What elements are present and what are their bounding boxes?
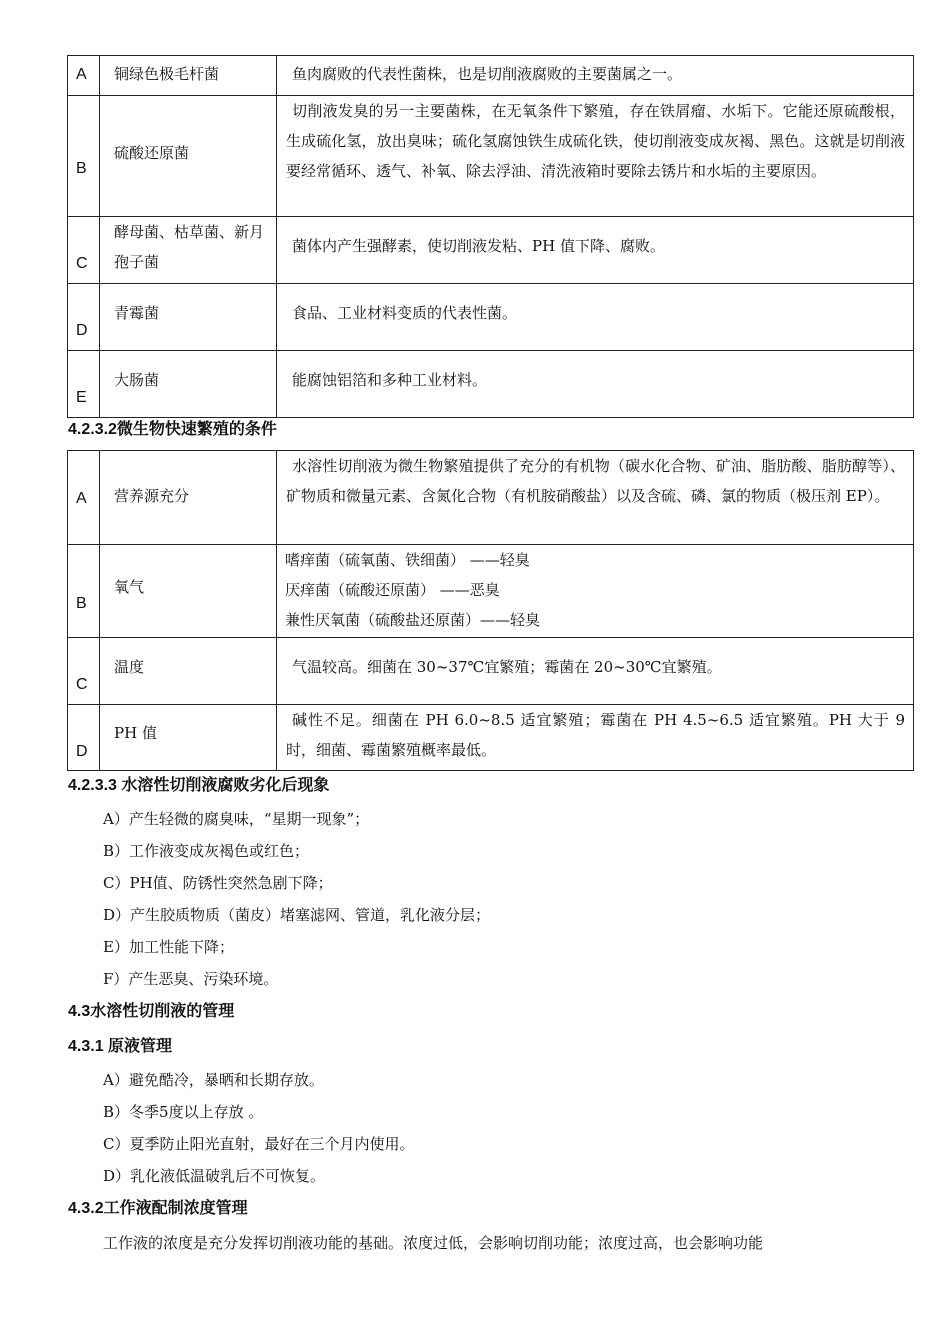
row-letter: A <box>68 451 100 545</box>
oxygen-line: 厌痒菌（硫酸还原菌） ——恶臭 <box>285 581 500 599</box>
row-letter: A <box>68 56 100 96</box>
condition-desc: 气温较高。细菌在 30~37℃宜繁殖；霉菌在 20~30℃宜繁殖。 <box>277 638 914 705</box>
bacteria-desc: 食品、工业材料变质的代表性菌。 <box>277 284 914 351</box>
bacteria-name: 青霉菌 <box>100 284 277 351</box>
table-row <box>68 451 914 545</box>
condition-name: 温度 <box>100 638 277 705</box>
row-letter: C <box>68 217 100 284</box>
table-row <box>68 284 914 351</box>
condition-name: 氧气 <box>100 545 277 638</box>
list-item: D）产生胶质物质（菌皮）堵塞滤网、管道，乳化液分层； <box>103 906 491 924</box>
condition-desc: 水溶性切削液为微生物繁殖提供了充分的有机物（碳水化合物、矿油、脂肪酸、脂肪醇等）、矿物质和微量元素、含氮化合物（有机胺硝酸盐）以及含硫、磷、氯的物质（极压剂 EP）。 <box>277 451 914 545</box>
bacteria-desc: 切削液发臭的另一主要菌株，在无氧条件下繁殖，存在铁屑瘤、水垢下。它能还原硫酸根，生成硫化氢，放出臭味；硫化氢腐蚀铁生成硫化铁，使切削液变成灰褐、黑色。这就是切削液要经常循环、透气、补氧、除去浮油、清洗液箱时要除去锈片和水垢的主要原因。 <box>277 96 914 217</box>
table-row <box>68 217 914 284</box>
bacteria-table <box>67 55 914 418</box>
oxygen-line: 兼性厌氧菌（硫酸盐还原菌）——轻臭 <box>285 611 541 629</box>
list-item: B）冬季5度以上存放 。 <box>103 1103 264 1121</box>
list-item: C）夏季防止阳光直射，最好在三个月内使用。 <box>103 1135 415 1153</box>
condition-desc: 碱性不足。细菌在 PH 6.0~8.5 适宜繁殖；霉菌在 PH 4.5~6.5 适宜繁殖。PH 大于 9 时，细菌、霉菌繁殖概率最低。 <box>277 705 914 771</box>
section-heading: 4.2.3.3 水溶性切削液腐败劣化后现象 <box>68 777 330 794</box>
row-letter: E <box>68 351 100 418</box>
list-item: A）产生轻微的腐臭味，“星期一现象”； <box>103 810 370 828</box>
row-letter: D <box>68 284 100 351</box>
bacteria-desc: 鱼肉腐败的代表性菌株，也是切削液腐败的主要菌属之一。 <box>277 56 914 96</box>
row-letter: B <box>68 96 100 217</box>
list-item: C）PH值、防锈性突然急剧下降； <box>103 874 333 892</box>
bacteria-desc: 能腐蚀铝箔和多种工业材料。 <box>277 351 914 418</box>
list-item: B）工作液变成灰褐色或红色； <box>103 842 310 860</box>
table-row <box>68 56 914 96</box>
table-row <box>68 705 914 771</box>
body-paragraph: 工作液的浓度是充分发挥切削液功能的基础。浓度过低，会影响切削功能；浓度过高，也会影响功能 <box>103 1234 764 1252</box>
table-row <box>68 96 914 217</box>
conditions-table <box>67 450 914 771</box>
row-letter: C <box>68 638 100 705</box>
list-item: E）加工性能下降； <box>103 938 234 956</box>
oxygen-line: 嗜痒菌（硫氧菌、铁细菌） ——轻臭 <box>285 551 530 569</box>
row-letter: D <box>68 705 100 771</box>
condition-name: 营养源充分 <box>100 451 277 545</box>
section-heading: 4.3.2工作液配制浓度管理 <box>68 1200 248 1217</box>
section-heading: 4.3.1 原液管理 <box>68 1038 173 1055</box>
row-letter: B <box>68 545 100 638</box>
bacteria-name: 铜绿色极毛杆菌 <box>100 56 277 96</box>
table-row <box>68 545 914 638</box>
list-item: F）产生恶臭、污染环境。 <box>103 970 279 988</box>
table-row <box>68 351 914 418</box>
condition-desc <box>277 545 914 638</box>
list-item: D）乳化液低温破乳后不可恢复。 <box>103 1167 326 1185</box>
section-heading: 4.3水溶性切削液的管理 <box>68 1003 235 1020</box>
table-row <box>68 638 914 705</box>
bacteria-name: 大肠菌 <box>100 351 277 418</box>
section-heading: 4.2.3.2微生物快速繁殖的条件 <box>68 421 277 438</box>
list-item: A）避免酷冷，暴晒和长期存放。 <box>103 1071 324 1089</box>
bacteria-desc: 菌体内产生强酵素，使切削液发粘、PH 值下降、腐败。 <box>277 217 914 284</box>
bacteria-name: 酵母菌、枯草菌、新月孢子菌 <box>100 217 277 284</box>
condition-name: PH 值 <box>100 705 277 771</box>
bacteria-name: 硫酸还原菌 <box>100 96 277 217</box>
